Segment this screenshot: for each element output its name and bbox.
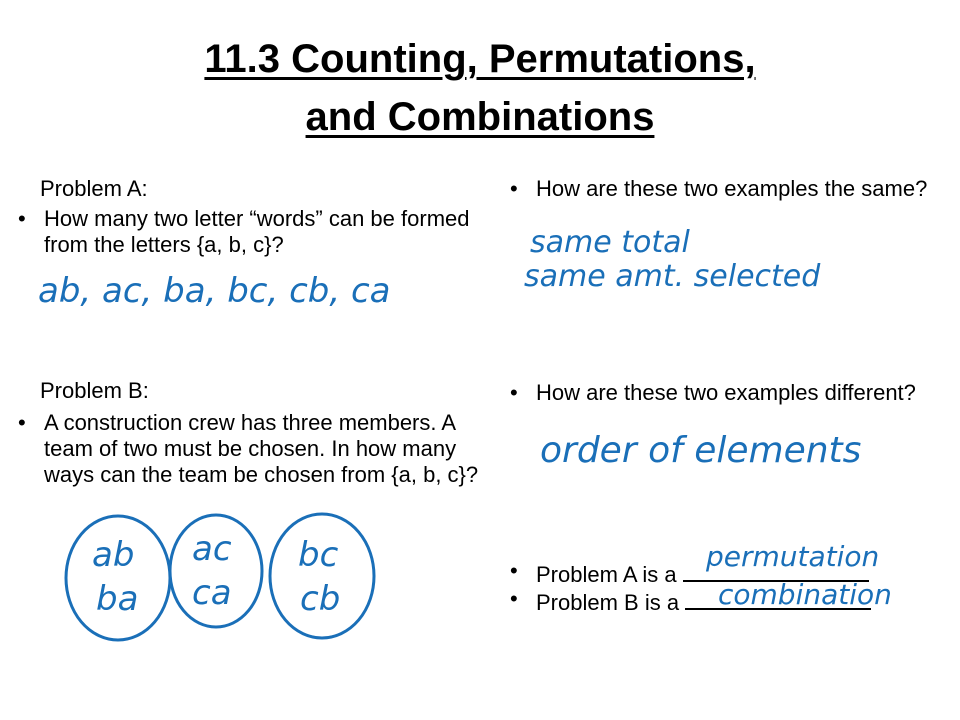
- problem-a-answer-ink: ab, ac, ba, bc, cb, ca: [38, 271, 391, 311]
- problem-b-blank: [685, 586, 871, 610]
- problem-a-blank: [683, 558, 869, 582]
- group-circle-3: [270, 514, 374, 638]
- problem-b-fill-ink: combination: [718, 578, 892, 611]
- different-answer-ink: order of elements: [540, 430, 862, 471]
- problem-b-question: • A construction crew has three members. A team of two must be chosen. In how many ways can the team be chosen from {a, b, c}?: [18, 410, 506, 488]
- problem-a-type: [510, 558, 956, 588]
- same-answer-2-ink: same amt. selected: [524, 259, 821, 294]
- problem-b-label: Problem B:: [40, 378, 149, 403]
- group-1-first: ab: [92, 535, 135, 575]
- group-circle-2: [170, 515, 262, 627]
- problem-b-type: [510, 586, 956, 616]
- title-line-2: and Combinations: [305, 95, 655, 139]
- group-3-first: bc: [298, 535, 339, 575]
- problem-a-fill-ink: permutation: [706, 540, 880, 573]
- same-answer-1-ink: same total: [530, 225, 690, 260]
- problem-a-label: Problem A:: [40, 176, 148, 201]
- group-3-second: cb: [300, 579, 341, 619]
- problem-b-is-label: Problem B is a: [536, 590, 680, 615]
- group-2-first: ac: [192, 529, 232, 569]
- problem-a-question: • How many two letter “words” can be formed from the letters {a, b, c}?: [18, 206, 506, 258]
- problem-a-is-label: Problem A is a: [536, 562, 677, 587]
- group-circles: [66, 514, 374, 640]
- same-question: • How are these two examples the same?: [510, 176, 936, 202]
- slide-title: [0, 30, 960, 146]
- group-circle-1: [66, 516, 170, 640]
- title-line-1: 11.3 Counting, Permutations,: [204, 37, 756, 81]
- group-2-second: ca: [192, 573, 232, 613]
- group-1-second: ba: [96, 579, 139, 619]
- different-question: • How are these two examples different?: [510, 380, 936, 406]
